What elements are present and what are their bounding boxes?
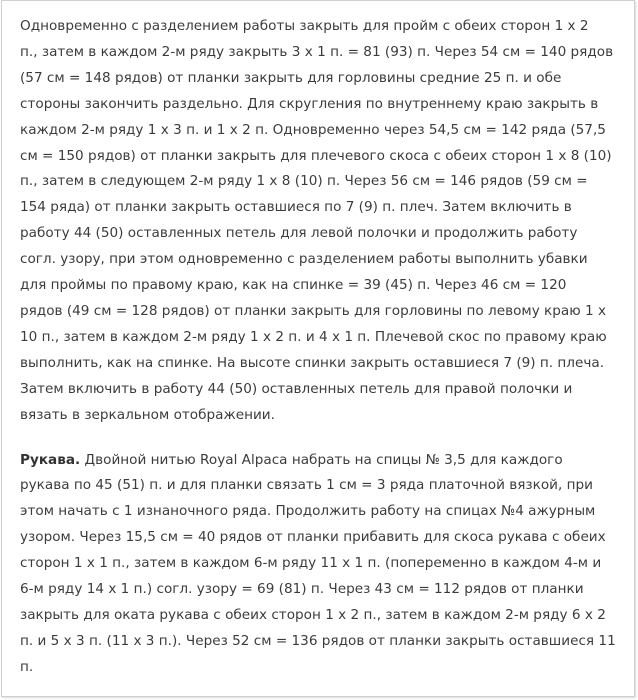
paragraph-body-front: Одновременно с разделением работы закрыть для пройм с обеих сторон 1 х 2 п., затем в каждом 2-м ряду закрыть 3 х 1 п. = 81 (93) п. Через 54 см = 140 рядов (57 см = 148 рядов) от планки закрыть для горловины средние 25 п. и обе стороны закончить раздельно. Для скругления по внутреннему краю закрыть в каждом 2-м ряду 1 х 3 п. и 1 х 2 п. Одновременно через 54,5 см = 142 ряда (57,5 см = 150 рядов) от планки закрыть для плечевого скоса с обеих сторон 1 х 8 (10) п., затем в следующем 2-м ряду 1 х 8 (10) п. Через 56 см = 146 рядов (59 см = 154 ряда) от планки закрыть оставшиеся по 7 (9) п. плеч. Затем включить в работу 44 (50) оставленных петель для левой полочки и продолжить работу согл. узору, при этом одновременно с разделением работы выполнить убавки для проймы по правому краю, как на спинке = 39 (45) п. Через 46 см = 120 рядов (49 см = 128 рядов) от планки закрыть для горловины по левому краю 1 х 10 п., затем в каждом 2-м ряду 1 х 2 п. и 4 х 1 п. Плечевой скос по правому краю выполнить, как на спинке. На высоте спинки закрыть оставшиеся 7 (9) п. плеча. Затем включить в работу 44 (50) оставленных петель для правой полочки и вязать в зеркальном отображении.: [20, 18, 614, 423]
paragraph-sleeves: [20, 448, 620, 681]
sleeves-body: Двойной нитью Royal Alpaca набрать на спицы № 3,5 для каждого рукава по 45 (51) п. и для планки связать 1 см = 3 ряда платочной вязкой, при этом начать с 1 изнаночного ряда. Продолжить работу на спицах №4 ажурным узором. Через 15,5 см = 40 рядов от планки прибавить для скоса рукава с обеих сторон 1 х 1 п., затем в каждом 6-м ряду 11 х 1 п. (попеременно в каждом 4-м и 6-м ряду 14 х 1 п.) согл. узору = 69 (81) п. Через 43 см = 112 рядов от планки закрыть для оката рукава с обеих сторон 1 х 2 п., затем в каждом 2-м ряду 6 х 2 п. и 5 х 3 п. (11 х 3 п.). Через 52 см = 136 рядов от планки закрыть оставшиеся 11 п.: [20, 451, 616, 675]
document-frame: [1, 0, 635, 697]
sleeves-heading: Рукава.: [20, 451, 81, 468]
document-content: [20, 14, 620, 681]
